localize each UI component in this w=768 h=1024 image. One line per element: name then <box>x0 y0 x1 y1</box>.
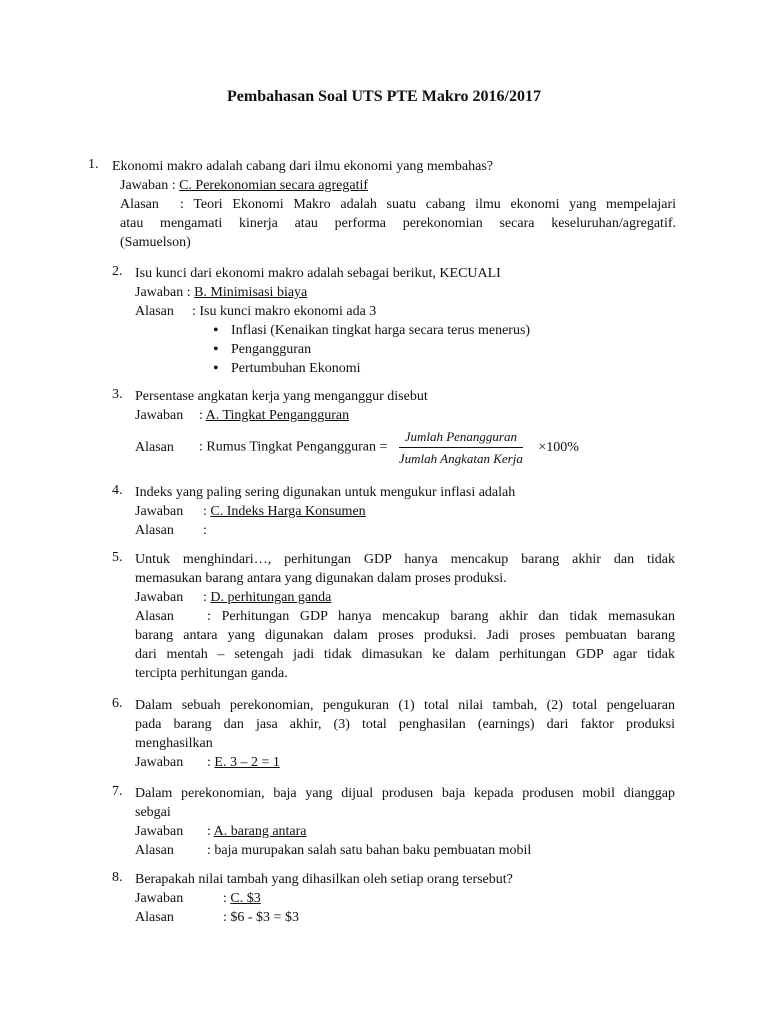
answer-label: Jawaban <box>135 590 184 605</box>
question-4 <box>135 483 675 540</box>
answer-row <box>135 822 675 841</box>
answer-separator: : <box>207 824 211 839</box>
reason-text: (Samuelson) <box>120 235 191 250</box>
reason-text: : baja murupakan salah satu bahan baku pembuatan mobil <box>207 843 532 858</box>
question-text: Isu kunci dari ekonomi makro adalah sebagai berikut, KECUALI <box>135 266 501 281</box>
question-number: 5. <box>112 550 123 565</box>
reason-row <box>135 607 675 626</box>
question-text: Dalam sebuah perekonomian, pengukuran (1) total nilai tambah, (2) total pengeluaran <box>135 698 675 713</box>
bullet-list <box>211 321 675 378</box>
question-text: Persentase angkatan kerja yang menganggur disebut <box>135 389 428 404</box>
answer-row <box>135 889 675 908</box>
answer-separator: : <box>223 891 227 906</box>
list-item: • Pengangguran <box>211 340 675 359</box>
formula-numerator: Jumlah Penangguran <box>399 427 523 448</box>
question-number: 6. <box>112 696 123 711</box>
reason-label: Alasan <box>135 523 174 538</box>
answer-label: Jawaban <box>135 891 184 906</box>
question-6 <box>135 696 675 772</box>
answer-value: C. Indeks Harga Konsumen <box>210 504 366 519</box>
question-number: 2. <box>112 264 123 279</box>
formula-fraction <box>399 427 523 468</box>
answer-separator: : <box>203 590 207 605</box>
answer-label: Jawaban <box>135 755 184 770</box>
question-text: Indeks yang paling sering digunakan untuk mengukur inflasi adalah <box>135 485 516 500</box>
list-item: • Inflasi (Kenaikan tingkat harga secara terus menerus) <box>211 321 675 340</box>
question-number: 3. <box>112 387 123 402</box>
reason-text: : Isu kunci makro ekonomi ada 3 <box>192 304 377 319</box>
answer-label: Jawaban : <box>135 285 191 300</box>
reason-label: Alasan <box>135 609 174 624</box>
question-text: Berapakah nilai tambah yang dihasilkan oleh setiap orang tersebut? <box>135 872 513 887</box>
answer-label: Jawaban <box>135 504 184 519</box>
reason-label: Alasan <box>135 843 174 858</box>
formula-multiplier: ×100% <box>538 439 579 455</box>
reason-row <box>135 427 675 468</box>
reason-text: : <box>203 523 207 538</box>
reason-row <box>135 521 675 540</box>
question-7 <box>135 784 675 860</box>
question-text: menghasilkan <box>135 736 213 751</box>
answer-row <box>135 588 675 607</box>
reason-text: : Teori Ekonomi Makro adalah suatu cabang ilmu ekonomi yang mempelajari <box>180 197 676 212</box>
reason-text: : Perhitungan GDP hanya mencakup barang akhir dan tidak memasukan <box>207 609 675 624</box>
reason-row <box>112 195 676 214</box>
answer-row <box>112 176 676 195</box>
answer-value: B. Minimisasi biaya <box>194 285 308 300</box>
question-number: 4. <box>112 483 123 498</box>
answer-row <box>135 502 675 521</box>
question-8 <box>135 870 675 927</box>
answer-value: A. Tingkat Pengangguran <box>205 408 350 423</box>
question-text: Dalam perekonomian, baja yang dijual produsen baja kepada produsen mobil dianggap <box>135 786 675 801</box>
answer-label: Jawaban <box>135 408 184 423</box>
reason-text: : Rumus Tingkat Pengangguran = <box>199 439 388 455</box>
answer-row <box>135 283 675 302</box>
question-number: 8. <box>112 870 123 885</box>
answer-separator: : <box>207 755 211 770</box>
question-number: 7. <box>112 784 123 799</box>
reason-row <box>135 302 675 321</box>
reason-label: Alasan <box>135 439 174 455</box>
reason-text: dari mentah – setengah jadi tidak dimasukan ke dalam perhitungan GDP agar tidak <box>135 647 675 662</box>
reason-text: : $6 - $3 = $3 <box>223 910 299 925</box>
question-number: 1. <box>88 157 99 172</box>
question-text: memasukan barang antara yang digunakan dalam proses produksi. <box>135 571 507 586</box>
answer-value: D. perhitungan ganda <box>210 590 332 605</box>
answer-separator: : <box>203 504 207 519</box>
question-3 <box>135 387 675 468</box>
answer-value: E. 3 – 2 = 1 <box>214 755 280 770</box>
reason-label: Alasan <box>120 197 159 212</box>
formula-denominator: Jumlah Angkatan Kerja <box>398 451 523 466</box>
answer-value: C. Perekonomian secara agregatif <box>179 178 369 193</box>
reason-text: barang antara yang digunakan dalam proses produksi. Jadi proses pembuatan barang <box>135 628 675 643</box>
document-title: Pembahasan Soal UTS PTE Makro 2016/2017 <box>227 88 541 105</box>
answer-label: Jawaban <box>135 824 184 839</box>
question-text: pada barang dan jasa akhir, (3) total penghasilan (earnings) dari faktor produksi <box>135 717 675 732</box>
answer-value: A. barang antara <box>213 824 307 839</box>
answer-value: C. $3 <box>230 891 261 906</box>
answer-separator: : <box>199 408 203 423</box>
answer-label: Jawaban : <box>120 178 176 193</box>
question-1 <box>112 157 676 252</box>
reason-text: atau mengamati kinerja atau performa perekonomian secara keseluruhan/agregatif. <box>120 216 676 231</box>
reason-label: Alasan <box>135 304 174 319</box>
answer-row <box>135 753 675 772</box>
question-text: Untuk menghindari…, perhitungan GDP hanya mencakup barang akhir dan tidak <box>135 552 675 567</box>
reason-text: tercipta perhitungan ganda. <box>135 666 288 681</box>
reason-label: Alasan <box>135 910 174 925</box>
reason-row <box>135 841 675 860</box>
question-2 <box>135 264 675 378</box>
question-text: sebgai <box>135 805 171 820</box>
question-5 <box>135 550 675 683</box>
question-text: Ekonomi makro adalah cabang dari ilmu ekonomi yang membahas? <box>112 159 493 174</box>
reason-row <box>135 908 675 927</box>
answer-row <box>135 406 675 425</box>
list-item: • Pertumbuhan Ekonomi <box>211 359 675 378</box>
